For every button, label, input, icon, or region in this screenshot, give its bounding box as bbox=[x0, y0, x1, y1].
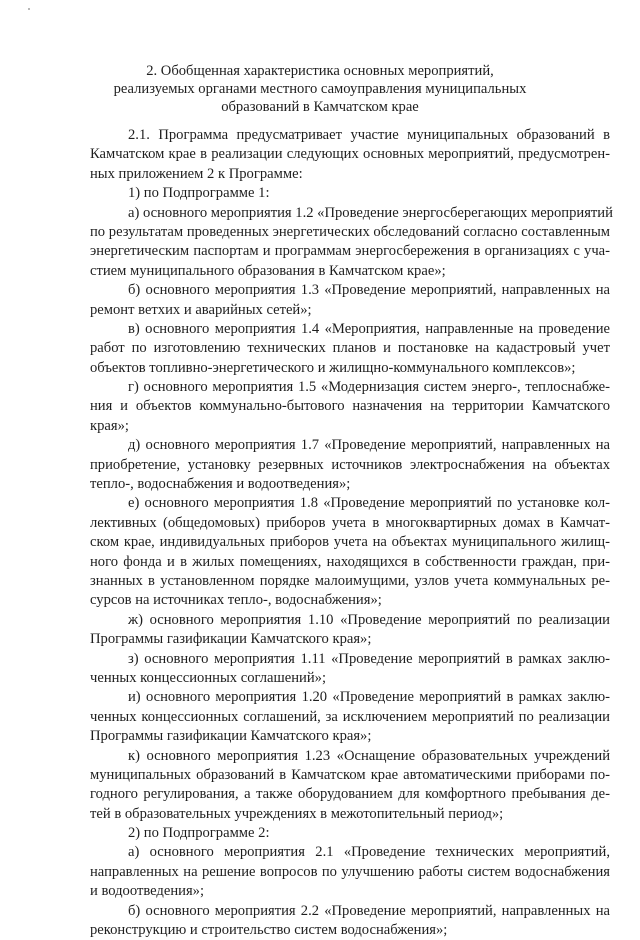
text-line: а) основного мероприятия 2.1 «Проведение технических мероприятий, bbox=[128, 844, 610, 861]
heading-line-2: реализуемых органами местного самоуправления муниципальных bbox=[113, 81, 527, 97]
text-line: в) основного мероприятия 1.4 «Мероприятия, направленные на проведение bbox=[128, 320, 610, 337]
text-line: ченных концессионных соглашений, за исключением мероприятий по реализации bbox=[90, 708, 610, 725]
text-line: ченных концессионных соглашений»; bbox=[90, 669, 327, 686]
scan-speck bbox=[28, 8, 30, 10]
heading-line-3: образований в Камчатском крае bbox=[221, 99, 419, 115]
text-line: г) основного мероприятия 1.5 «Модернизация систем энерго-, теплоснабже- bbox=[128, 379, 610, 396]
text-line: ж) основного мероприятия 1.10 «Проведение мероприятий по реализации bbox=[128, 611, 610, 628]
text-line: е) основного мероприятия 1.8 «Проведение мероприятий по установке кол- bbox=[128, 495, 610, 512]
text-line: ного фонда и в жилых помещениях, находящихся в собственности граждан, при- bbox=[90, 553, 610, 570]
text-line: стием муниципального образования в Камчатском крае»; bbox=[90, 262, 446, 279]
text-line: работ по изготовлению технических планов и постановке на кадастровый учет bbox=[90, 340, 610, 357]
text-line: объектов топливно-энергетического и жилищно-коммунального комплексов»; bbox=[90, 359, 576, 376]
text-line: ском крае, индивидуальных приборов учета на объектах муниципального жилищ- bbox=[90, 534, 610, 551]
text-line: б) основного мероприятия 1.3 «Проведение мероприятий, направленных на bbox=[128, 282, 610, 299]
text-line: направленных на решение вопросов по улучшению работы систем водоснабжения bbox=[90, 863, 610, 880]
text-line: и водоотведения»; bbox=[90, 883, 205, 900]
text-line: сурсов на источниках тепло-, водоснабжения»; bbox=[90, 592, 382, 609]
text-line: ремонт ветхих и аварийных сетей»; bbox=[90, 301, 312, 318]
text-line: энергетическим паспортам и программам энергосбережения в организациях с уча- bbox=[90, 243, 610, 260]
text-line: а) основного мероприятия 1.2 «Проведение энергосберегающих мероприятий bbox=[128, 204, 613, 221]
text-line: д) основного мероприятия 1.7 «Проведение мероприятий, направленных на bbox=[128, 437, 610, 454]
text-line: 1) по Подпрограмме 1: bbox=[128, 185, 270, 202]
text-line: б) основного мероприятия 2.2 «Проведение мероприятий, направленных на bbox=[128, 902, 610, 919]
text-line: ния и объектов коммунально-бытового назначения на территории Камчатского bbox=[90, 398, 610, 415]
text-line: знанных в установленном порядке малоимущими, узлов учета коммунальных ре- bbox=[90, 572, 610, 589]
text-line: лективных (общедомовых) приборов учета в многоквартирных домах в Камчат- bbox=[90, 514, 610, 531]
text-line: тепло-, водоснабжения и водоотведения»; bbox=[90, 476, 351, 493]
body-text bbox=[90, 126, 613, 940]
text-line: 2) по Подпрограмме 2: bbox=[128, 825, 270, 842]
text-line: приобретение, установку резервных источников электроснабжения на объектах bbox=[90, 456, 610, 473]
text-line: и) основного мероприятия 1.20 «Проведение мероприятий в рамках заклю- bbox=[128, 689, 610, 706]
text-line: Камчатском крае в реализации следующих основных мероприятий, предусмотрен- bbox=[90, 146, 610, 163]
text-line: годного регулирования, а также оборудованием для комфортного пребывания де- bbox=[90, 786, 610, 803]
text-line: Программы газификации Камчатского края»; bbox=[90, 631, 372, 648]
text-line: по результатам проведенных энергетических обследований согласно составленным bbox=[90, 223, 610, 240]
section-heading bbox=[90, 62, 550, 116]
text-line: з) основного мероприятия 1.11 «Проведение мероприятий в рамках заклю- bbox=[128, 650, 610, 667]
text-line: муниципальных образований в Камчатском крае автоматическими приборами по- bbox=[90, 766, 610, 783]
text-line: Программы газификации Камчатского края»; bbox=[90, 728, 372, 745]
text-line: 2.1. Программа предусматривает участие муниципальных образований в bbox=[128, 127, 610, 143]
text-line: тей в образовательных учреждениях в межотопительный период»; bbox=[90, 805, 504, 822]
text-line: к) основного мероприятия 1.23 «Оснащение образовательных учреждений bbox=[128, 747, 610, 764]
heading-line-1: 2. Обобщенная характеристика основных мероприятий, bbox=[146, 63, 494, 79]
text-line: ных приложением 2 к Программе: bbox=[90, 165, 303, 182]
text-line: реконструкцию и строительство систем водоснабжения»; bbox=[90, 922, 448, 939]
text-line: края»; bbox=[90, 417, 129, 434]
